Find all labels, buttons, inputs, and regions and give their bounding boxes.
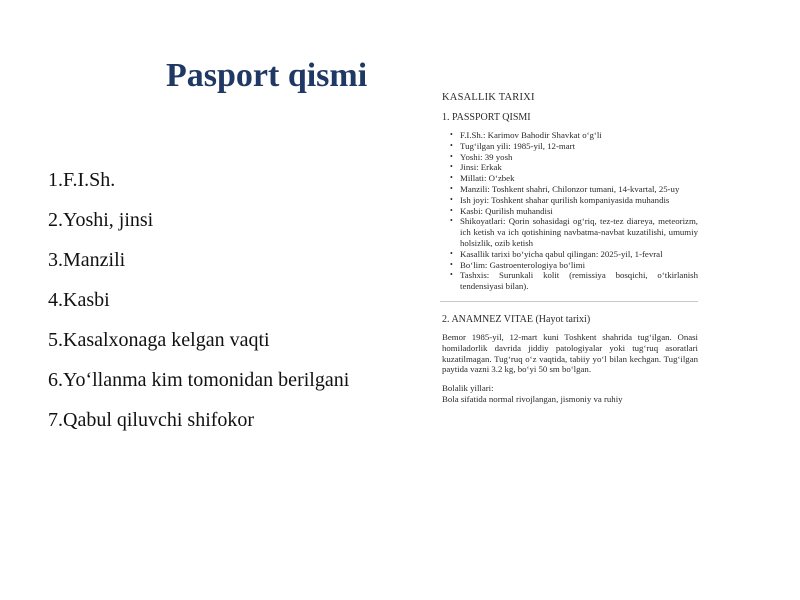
outline-item-profession: 4.Kasbi xyxy=(48,289,110,311)
medical-history-document-image xyxy=(440,92,698,512)
outline-item-admission-time: 5.Kasalxonaga kelgan vaqti xyxy=(48,329,270,351)
slide-title: Pasport qismi xyxy=(166,57,368,94)
passport-detail-item: • F.I.Sh.: Karimov Bahodir Shavkat o‘g‘li xyxy=(450,130,698,141)
passport-detail-item: • Jinsi: Erkak xyxy=(450,162,698,173)
outline-item-referral: 6.Yo‘llanma kim tomonidan berilgani xyxy=(48,369,350,391)
passport-detail-item: • Shikoyatlari: Qorin sohasidagi og‘riq, tez-tez diareya, meteorizm, ich ketish va ich qotishining navbatma-navbat kuzatilishi, umumiy holsizlik, ozib ketish xyxy=(450,216,698,248)
childhood-text: Bola sifatida normal rivojlangan, jismoniy va ruhiy xyxy=(442,393,623,404)
outline-item-fish: 1.F.I.Sh. xyxy=(48,169,116,191)
childhood-heading: Bolalik yillari: xyxy=(442,383,494,394)
passport-detail-item: • Kasbi: Qurilish muhandisi xyxy=(450,206,698,217)
outline-item-admitting-doctor: 7.Qabul qiluvchi shifokor xyxy=(48,409,255,431)
outline-item-address: 3.Manzili xyxy=(48,249,126,271)
document-section-anamnesis: 2. ANAMNEZ VITAE (Hayot tarixi) xyxy=(442,313,591,325)
document-title: KASALLIK TARIXI xyxy=(442,92,535,103)
passport-detail-item: • Tashxis: Surunkali kolit (remissiya bosqichi, o‘tkirlanish tendensiyasi bilan). xyxy=(450,270,698,292)
passport-detail-item: • Tug‘ilgan yili: 1985-yil, 12-mart xyxy=(450,141,698,152)
passport-detail-item: • Millati: O‘zbek xyxy=(450,173,698,184)
passport-detail-item: • Manzili: Toshkent shahri, Chilonzor tumani, 14-kvartal, 25-uy xyxy=(450,184,698,195)
passport-detail-item: • Bo‘lim: Gastroenterologiya bo‘limi xyxy=(450,260,698,271)
passport-detail-item: • Ish joyi: Toshkent shahar qurilish kompaniyasida muhandis xyxy=(450,195,698,206)
anamnesis-paragraph: Bemor 1985-yil, 12-mart kuni Toshkent shahrida tug‘ilgan. Onasi homiladorlik davrida jiddiy patologiyalar yoki tug‘ruq asoratlari kuzatilmagan. Tug‘ruq o‘z vaqtida, tabiiy yo‘l bilan kechgan. Tug‘ilgan paytida vazni 3.2 kg, bo‘yi 50 sm bo‘lgan. xyxy=(442,331,698,375)
section-divider xyxy=(440,301,698,302)
passport-details-list xyxy=(440,130,698,292)
outline-item-age-gender: 2.Yoshi, jinsi xyxy=(48,209,154,231)
document-section-passport: 1. PASSPORT QISMI xyxy=(442,112,531,123)
passport-outline-list xyxy=(48,160,349,440)
passport-detail-item: • Yoshi: 39 yosh xyxy=(450,152,698,163)
passport-detail-item: • Kasallik tarixi bo‘yicha qabul qilingan: 2025-yil, 1-fevral xyxy=(450,249,698,260)
